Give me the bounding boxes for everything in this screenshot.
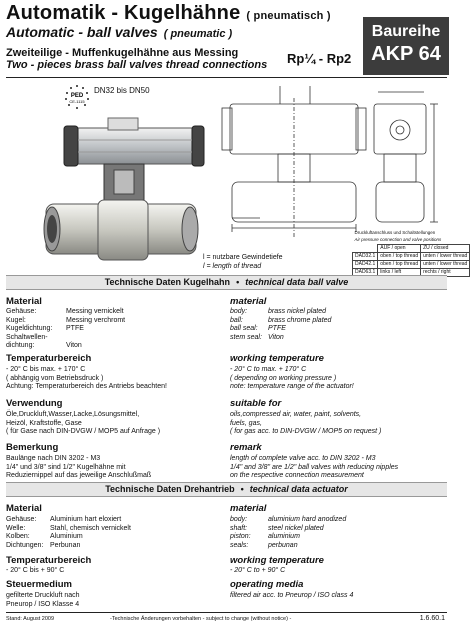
text-line: - 20° C to max. + 170° C <box>230 366 307 373</box>
title-en: Automatic - ball valves <box>6 24 158 40</box>
material-value: brass chrome plated <box>268 316 332 324</box>
material-key: dichtung: <box>6 342 35 349</box>
material-value: aluminium <box>268 533 300 540</box>
series-badge <box>363 17 449 75</box>
text-line: Pneurop / ISO Klasse 4 <box>6 600 80 608</box>
footer-date: Stand: August 2009 <box>6 616 55 622</box>
remark-text-de <box>6 455 151 481</box>
material-row <box>6 342 125 351</box>
material-key: Kugeldichtung: <box>6 325 53 332</box>
subtitle-en: Two - pieces brass ball valves thread connections <box>6 59 268 71</box>
material2-list-en <box>230 516 346 550</box>
text-line: Heizöl, Kraftstoffe, Gase <box>6 419 82 427</box>
text-line: 1/4" und 3/8" sind 1/2" Kugelhähne mit <box>6 463 126 471</box>
material-row <box>230 334 331 343</box>
logo-text-top: PED <box>70 93 84 99</box>
material-value: PTFE <box>66 325 84 332</box>
text-line: gefilterte Druckluft nach <box>6 592 80 599</box>
medium-heading-de: Steuermedium <box>6 579 72 590</box>
remark-heading-de: Bemerkung <box>6 442 59 453</box>
table-header-open: AUF / open <box>378 244 421 252</box>
thread-legend-en: l = length of thread <box>203 263 262 270</box>
text-line: note: temperature range of the actuator! <box>230 383 354 390</box>
footer-divider <box>6 612 447 613</box>
text-line: on the respective connection measurement <box>230 472 364 479</box>
material-list-en <box>230 308 331 342</box>
material-key: ball seal: <box>230 325 258 332</box>
page-title-en <box>6 24 232 40</box>
material-value: Aluminium <box>50 533 83 540</box>
material-key: seals: <box>230 541 249 549</box>
table-cell-open: oben / top thread <box>378 260 421 268</box>
series-label: Baureihe <box>371 23 441 40</box>
material-key: stem seal: <box>230 333 262 341</box>
material-row <box>6 308 125 317</box>
material-list-de <box>6 308 125 351</box>
remark-heading-en: remark <box>230 442 262 453</box>
material-value: brass nickel plated <box>268 308 326 315</box>
material-row <box>230 525 346 534</box>
text-line: ( for gas acc. to DIN-DVGW / MOP5 on request ) <box>230 428 382 435</box>
section-separator: • <box>236 277 240 287</box>
dn-range: DN32 bis DN50 <box>94 86 150 95</box>
material-row <box>6 533 131 542</box>
material-key: ball: <box>230 316 243 324</box>
temp2-text-en: - 20° C to + 90° C <box>230 567 286 574</box>
remark-text-en <box>230 455 398 481</box>
material-row <box>6 516 131 525</box>
text-line: Reduziernippel auf das jeweilige Anschlußmaß <box>6 472 152 479</box>
material-key: shaft: <box>230 524 248 532</box>
material-row <box>6 325 125 334</box>
table-row <box>353 260 470 268</box>
material-row <box>230 542 346 551</box>
title-en-sub: ( pneumatic ) <box>163 28 233 40</box>
material-key: body: <box>230 308 248 315</box>
material-value: Viton <box>66 342 82 349</box>
material-heading-de: Material <box>6 296 42 307</box>
material-row <box>6 334 125 343</box>
material-value: Messing verchromt <box>66 316 126 324</box>
material-value: Aluminium hart eloxiert <box>50 516 122 523</box>
title-de-sub: ( pneumatisch ) <box>246 10 331 22</box>
temp-text-de <box>6 366 167 392</box>
material-key: body: <box>230 516 248 523</box>
section-title-en: technical data ball valve <box>245 277 349 287</box>
material2-list-de <box>6 516 131 550</box>
page-title <box>6 2 331 25</box>
material-key: Dichtungen: <box>6 541 44 549</box>
temp2-heading-de: Temperaturbereich <box>6 555 92 566</box>
table-cell-closed: unten / lower thread <box>421 252 470 260</box>
medium-heading-en: operating media <box>230 579 304 590</box>
valve-actuator-photo <box>38 96 206 266</box>
text-line: ( für Gase nach DIN-DVGW / MOP5 auf Anfrage ) <box>6 428 161 435</box>
medium-text-de <box>6 592 80 609</box>
material-key: Gehäuse: <box>6 308 37 315</box>
section-band-ball-valve <box>6 275 447 290</box>
table-cell-dn: DAD32.1 <box>353 252 378 260</box>
use-heading-en: suitable for <box>230 398 282 409</box>
valve-position-table <box>352 228 470 277</box>
series-code: AKP 64 <box>371 43 441 65</box>
text-line: ( abhängig vom Betriebsdruck ) <box>6 374 104 382</box>
material-key: piston: <box>230 533 251 540</box>
use-text-de <box>6 411 160 437</box>
text-line: filtered air acc. to Pneurop / ISO class 4 <box>230 592 354 599</box>
temp-text-en <box>230 366 354 392</box>
temp2-heading-en: working temperature <box>230 555 324 566</box>
material-value: aluminium hard anodized <box>268 516 347 523</box>
material-row <box>230 317 331 326</box>
temp-heading-de: Temperaturbereich <box>6 353 92 364</box>
text-line: Öle,Druckluft,Wasser,Lacke,Lösungsmittel, <box>6 411 140 418</box>
material-key: Welle: <box>6 524 26 532</box>
temp-heading-en: working temperature <box>230 353 324 364</box>
section-title-en: technical data actuator <box>249 484 348 494</box>
material-heading-en: material <box>230 296 267 307</box>
table-cell-closed: rechts / right <box>421 268 470 276</box>
table-row <box>353 252 470 260</box>
section-band-actuator <box>6 482 447 497</box>
material-value: perbunan <box>268 541 298 549</box>
text-line: - 20° C bis max. + 170° C <box>6 366 86 373</box>
subtitle-de: Zweiteilige - Muffenkugelhähne aus Messing <box>6 47 239 59</box>
table-cell-dn: DAD63.1 <box>353 268 378 276</box>
use-text-en <box>230 411 381 437</box>
material-value: Stahl, chemisch vernickelt <box>50 524 131 532</box>
use-heading-de: Verwendung <box>6 398 63 409</box>
material-row <box>230 325 331 334</box>
text-line: Achtung: Temperaturbereich des Antriebs beachten! <box>6 383 167 390</box>
section-title-de: Technische Daten Kugelhahn <box>104 277 231 287</box>
table-caption-de: Druckluftanschluss und Schaltstellungen <box>354 229 436 235</box>
text-line: Baulänge nach DIN 3202 - M3 <box>6 455 101 462</box>
material-row <box>6 525 131 534</box>
material-row <box>230 516 346 525</box>
text-line: ( depending on working pressure ) <box>230 374 337 382</box>
table-cell-open: links / left <box>378 268 421 276</box>
temp2-text-de: - 20° C bis + 90° C <box>6 567 65 574</box>
material2-heading-de: Material <box>6 503 42 514</box>
material-row <box>230 308 331 317</box>
section-title-de: Technische Daten Drehantrieb <box>105 484 235 494</box>
footer-note: -Technische Änderungen vorbehalten - subject to change (without notice) - <box>110 616 292 622</box>
material2-heading-en: material <box>230 503 267 514</box>
text-line: length of complete valve acc. to DIN 3202 - M3 <box>230 455 376 462</box>
table-cell-dn: DAD42.1 <box>353 260 378 268</box>
material-key: Schaltwellen- <box>6 333 48 341</box>
footer-doc-code: 1.6.60.1 <box>419 615 445 622</box>
title-de: Automatik - Kugelhähne <box>6 2 241 24</box>
material-value: Perbunan <box>50 541 81 549</box>
thread-legend-de: l = nutzbare Gewindetiefe <box>203 254 283 261</box>
material-value: Viton <box>268 333 284 341</box>
material-row <box>6 542 131 551</box>
material-key: Kugel: <box>6 316 26 324</box>
table-cell-open: oben / top thread <box>378 252 421 260</box>
material-key: Gehäuse: <box>6 516 37 523</box>
table-caption-en: Air pressure connection and valve positions <box>354 237 442 243</box>
text-line: fuels, gas, <box>230 419 262 427</box>
material-value: steel nickel plated <box>268 524 324 532</box>
material-value: Messing vernickelt <box>66 308 124 315</box>
material-value: PTFE <box>268 325 286 332</box>
medium-text-en <box>230 592 353 601</box>
material-row <box>6 317 125 326</box>
section-separator: • <box>240 484 244 494</box>
thread-size: Rp¼ - Rp2 <box>287 51 352 66</box>
material-row <box>230 533 346 542</box>
logo-text-bottom: CE-1115 <box>69 99 85 104</box>
text-line: 1/4" and 3/8" are 1/2" ball valves with reducing nipples <box>230 463 399 471</box>
table-header-closed: ZU / closed <box>421 244 470 252</box>
table-cell-closed: unten / lower thread <box>421 260 470 268</box>
text-line: oils,compressed air, water, paint, solvents, <box>230 411 362 418</box>
material-key: Kolben: <box>6 533 30 540</box>
